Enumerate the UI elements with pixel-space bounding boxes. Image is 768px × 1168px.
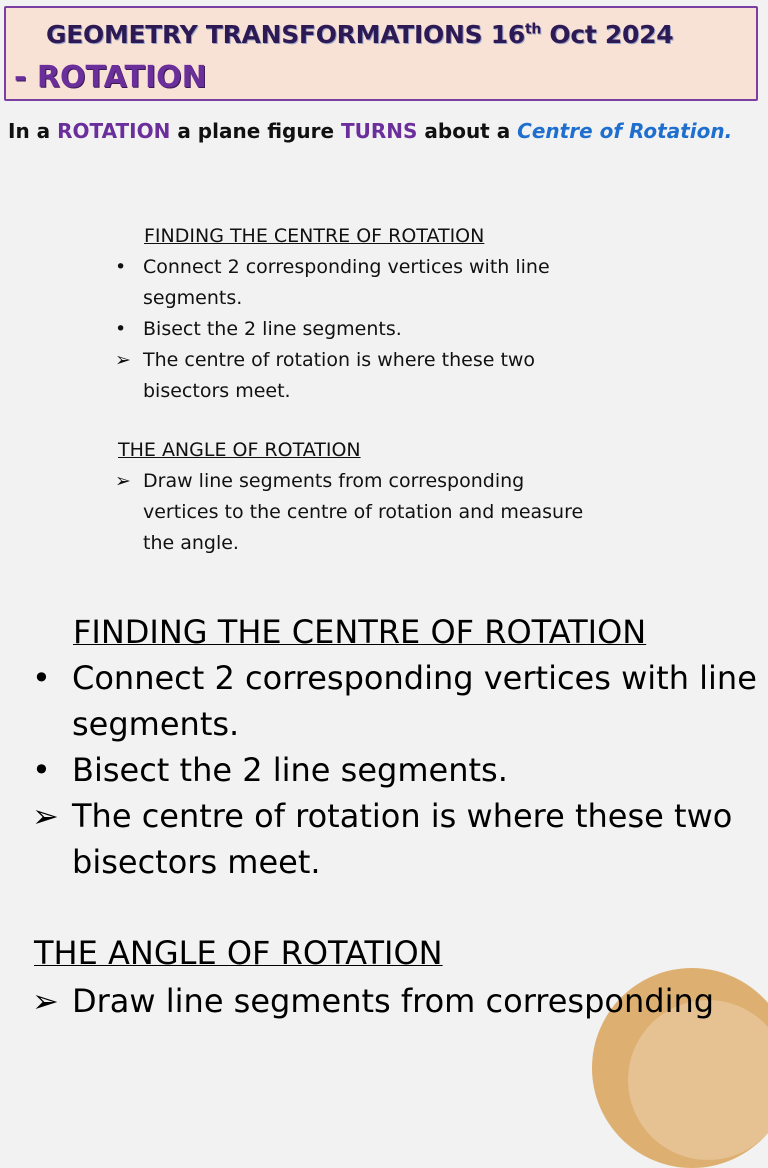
list-item-text: Connect 2 corresponding vertices with line segments. xyxy=(143,256,550,309)
list-item-text: Connect 2 corresponding vertices with line segments. xyxy=(72,659,757,743)
intro-keyword-turns: TURNS xyxy=(340,119,418,143)
arrow-bullet-icon: ➢ xyxy=(32,797,59,835)
large-list-angle xyxy=(32,978,760,1024)
intro-text: about a xyxy=(417,119,518,143)
bullet-icon: • xyxy=(32,751,51,789)
large-heading-centre xyxy=(73,609,646,655)
intro-text: In a xyxy=(8,119,58,143)
title-text: GEOMETRY TRANSFORMATIONS 16 xyxy=(46,20,525,49)
list-item xyxy=(115,252,615,314)
title-superscript: th xyxy=(524,21,541,38)
list-item xyxy=(32,793,760,885)
intro-period: . xyxy=(724,119,733,143)
intro-text: a plane figure xyxy=(170,119,341,143)
list-item-text: Draw line segments from corresponding xyxy=(72,982,715,1020)
large-heading-text: FINDING THE CENTRE OF ROTATION xyxy=(73,613,647,651)
arrow-bullet-icon: ➢ xyxy=(32,982,59,1020)
intro-sentence xyxy=(8,116,748,146)
title-banner xyxy=(4,6,758,101)
list-item xyxy=(115,345,615,407)
list-item xyxy=(32,655,760,747)
arrow-bullet-icon: ➢ xyxy=(115,470,131,492)
large-list-centre xyxy=(32,655,760,885)
list-item-text: Bisect the 2 line segments. xyxy=(143,318,402,340)
bullet-icon: • xyxy=(32,659,51,697)
title-date: Oct 2024 xyxy=(541,20,674,49)
intro-keyword-rotation: ROTATION xyxy=(57,119,171,143)
small-heading-angle xyxy=(118,435,361,466)
list-item xyxy=(115,314,615,345)
bullet-icon: • xyxy=(115,256,127,278)
arrow-bullet-icon: ➢ xyxy=(115,349,131,371)
small-heading-text: THE ANGLE OF ROTATION xyxy=(118,439,361,461)
list-item-text: Bisect the 2 line segments. xyxy=(72,751,508,789)
page-title xyxy=(46,20,673,49)
list-item xyxy=(32,978,760,1024)
small-heading-text: FINDING THE CENTRE OF ROTATION xyxy=(144,225,485,247)
list-item-text: The centre of rotation is where these two bisectors meet. xyxy=(72,797,733,881)
page-subtitle: - ROTATION xyxy=(14,60,207,95)
intro-keyword-centre: Centre of Rotation xyxy=(517,119,725,143)
small-heading-centre xyxy=(144,221,484,252)
large-heading-angle xyxy=(34,930,443,976)
list-item-text: Draw line segments from corresponding vertices to the centre of rotation and measure the angle. xyxy=(143,470,584,554)
list-item xyxy=(32,747,760,793)
bullet-icon: • xyxy=(115,318,127,340)
list-item-text: The centre of rotation is where these two bisectors meet. xyxy=(143,349,536,402)
small-list-angle xyxy=(115,466,585,559)
large-heading-text: THE ANGLE OF ROTATION xyxy=(34,934,443,972)
list-item xyxy=(115,466,585,559)
small-list-centre xyxy=(115,252,615,407)
